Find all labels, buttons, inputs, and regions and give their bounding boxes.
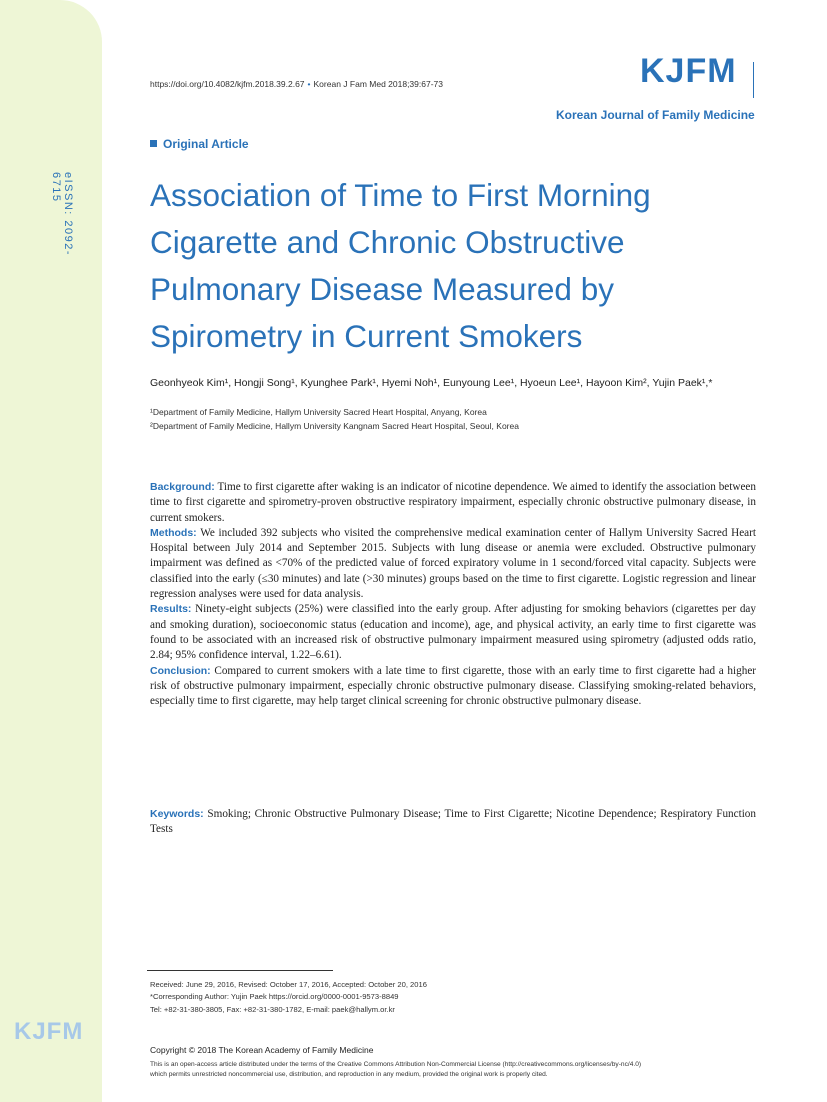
- abstract-conclusion: [150, 664, 756, 710]
- article-type: [150, 137, 249, 151]
- copyright: Copyright © 2018 The Korean Academy of Family Medicine: [150, 1045, 374, 1055]
- title-line: Pulmonary Disease Measured by: [150, 271, 614, 307]
- title-line: Association of Time to First Morning: [150, 177, 651, 213]
- journal-name: Korean Journal of Family Medicine: [556, 108, 755, 122]
- conclusion-text: Compared to current smokers with a late time to first cigarette, those with an early time to first cigarette had a higher risk of obstructive pulmonary impairment, especially chronic obstructive pulmonary disease. Classifying smoking-related behaviors, especially time to first cigarette, may help target clinical screening for chronic obstructive pulmonary disease.: [150, 664, 757, 708]
- footnote-rule: [147, 970, 333, 971]
- keywords-label: Keywords:: [150, 808, 204, 820]
- bullet-icon: •: [307, 79, 311, 89]
- journal-logo: KJFM: [640, 52, 737, 90]
- conclusion-label: Conclusion:: [150, 664, 211, 677]
- title-line: Spirometry in Current Smokers: [150, 318, 583, 354]
- results-text: Ninety-eight subjects (25%) were classified into the early group. After adjusting for smoking behaviors (cigarettes per day and smoking duration), socioeconomic status (education and income), age, and physical activity, an early time to first cigarette was found to be associated with an increased risk of obstructive pulmonary impairment measured using spirometry (adjusted odds ratio, 2.84; 95% confidence interval, 1.22–6.61).: [150, 603, 756, 662]
- eissn-label: eISSN: 2092-6715: [50, 172, 74, 257]
- citation: Korean J Fam Med 2018;39:67-73: [313, 79, 443, 89]
- contact-info: Tel: +82-31-380-3805, Fax: +82-31-380-1782, E-mail: paek@hallym.or.kr: [150, 1005, 395, 1014]
- background-text: Time to first cigarette after waking is an indicator of nicotine dependence. We aimed to identify the association between time to first cigarette and spirometry-proven obstructive respiratory impairment, especially chronic obstructive pulmonary disease, in current smokers.: [150, 481, 756, 524]
- doi-citation-line: [150, 79, 443, 89]
- title-line: Cigarette and Chronic Obstructive: [150, 224, 625, 260]
- abstract-results: [150, 602, 756, 663]
- methods-text: We included 392 subjects who visited the comprehensive medical examination center of Hallym University Sacred Heart Hospital between July 2014 and September 2015. Subjects with lung disease or anemia were excluded. Obstructive pulmonary impairment was defined as <70% of the predicted value of forced expiratory volume in 1 second/forced vital capacity. Subjects were classified into the early (≤30 minutes) and late (>30 minutes) groups based on the time to first cigarette. Logistic regression and linear regression analyses were used for data analysis.: [150, 526, 756, 601]
- abstract: [150, 480, 756, 709]
- square-bullet-icon: [150, 140, 157, 147]
- background-label: Background:: [150, 481, 215, 493]
- license-line: This is an open-access article distributed under the terms of the Creative Commons Attribution Non-Commercial License (http://creativecommons.org/licenses/by-nc/4.0): [150, 1061, 642, 1068]
- results-label: Results:: [150, 603, 192, 616]
- corresponding-author: *Corresponding Author: Yujin Paek https://orcid.org/0000-0001-9573-8849: [150, 992, 399, 1001]
- article-type-label: Original Article: [163, 137, 249, 151]
- keywords-text: Smoking; Chronic Obstructive Pulmonary Disease; Time to First Cigarette; Nicotine Dependence; Respiratory Function Tests: [150, 808, 756, 836]
- abstract-background: [150, 480, 756, 526]
- license-line: which permits unrestricted noncommercial use, distribution, and reproduction in any medium, provided the original work is properly cited.: [150, 1071, 548, 1078]
- received-dates: Received: June 29, 2016, Revised: October 17, 2016, Accepted: October 20, 2016: [150, 980, 427, 989]
- affiliation-1: ¹Department of Family Medicine, Hallym University Sacred Heart Hospital, Anyang, Korea: [150, 407, 487, 417]
- article-title: [150, 172, 770, 360]
- affiliation-2: ²Department of Family Medicine, Hallym University Kangnam Sacred Heart Hospital, Seoul, Korea: [150, 421, 519, 431]
- side-logo: KJFM: [14, 1018, 84, 1045]
- abstract-methods: [150, 526, 756, 602]
- license-text: [150, 1060, 750, 1080]
- keywords: [150, 807, 756, 838]
- doi-link[interactable]: https://doi.org/10.4082/kjfm.2018.39.2.67: [150, 79, 305, 89]
- side-band: [0, 0, 102, 1102]
- logo-divider: [753, 62, 754, 98]
- author-list: Geonhyeok Kim¹, Hongji Song¹, Kyunghee Park¹, Hyemi Noh¹, Eunyoung Lee¹, Hyoeun Lee¹, Hayoon Kim², Yujin Paek¹,*: [150, 377, 713, 389]
- methods-label: Methods:: [150, 526, 197, 539]
